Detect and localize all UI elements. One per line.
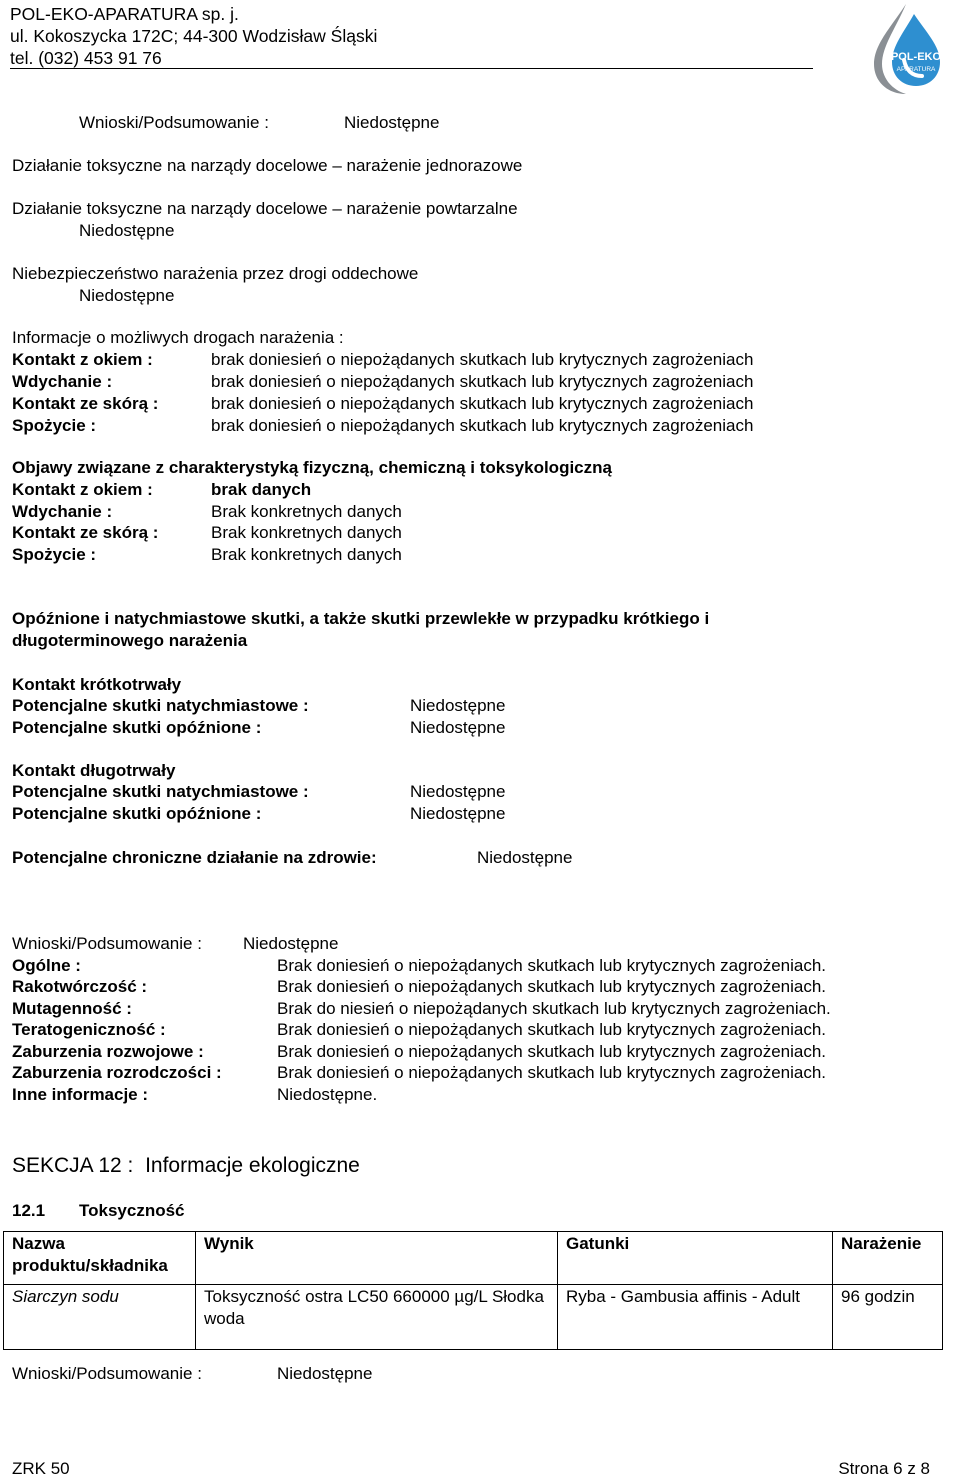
toxicity-table xyxy=(3,1231,943,1350)
svg-text:POL-EKO: POL-EKO xyxy=(890,51,942,63)
summary-value-developmental: Brak doniesień o niepożądanych skutkach lub krytycznych zagrożeniach. xyxy=(277,1042,827,1061)
company-name: POL-EKO-APARATURA sp. j. xyxy=(10,4,239,24)
summary-label-general: Ogólne : xyxy=(12,956,81,975)
stot-repeated-value: Niedostępne xyxy=(79,221,175,240)
symptoms-label-inhalation: Wdychanie : xyxy=(12,502,113,521)
long-term-title: Kontakt długotrwały xyxy=(12,761,176,780)
chronic-label: Potencjalne chroniczne działanie na zdrowie: xyxy=(12,848,377,867)
summary-label: Wnioski/Podsumowanie : xyxy=(12,934,202,953)
symptoms-label-ingestion: Spożycie : xyxy=(12,545,97,564)
summary-value-fertility: Brak doniesień o niepożądanych skutkach lub krytycznych zagrożeniach. xyxy=(277,1063,827,1082)
table-cell-species: Ryba - Gambusia affinis - Adult xyxy=(558,1285,833,1350)
footer-doc-code: ZRK 50 xyxy=(12,1459,70,1478)
routes-label-inhalation: Wdychanie : xyxy=(12,372,113,391)
svg-text:APARATURA: APARATURA xyxy=(896,66,936,73)
summary-label-fertility: Zaburzenia rozrodczości : xyxy=(12,1063,222,1082)
table-cell-exposure: 96 godzin xyxy=(833,1285,943,1350)
symptoms-value-skin: Brak konkretnych danych xyxy=(211,523,402,542)
symptoms-value-inhalation: Brak konkretnych danych xyxy=(211,502,402,521)
table-header-row xyxy=(4,1232,943,1285)
section-12-conclusion-value: Niedostępne xyxy=(277,1364,373,1383)
header-divider xyxy=(10,68,813,69)
symptoms-value-ingestion: Brak konkretnych danych xyxy=(211,545,402,564)
table-header-species: Gatunki xyxy=(558,1232,833,1285)
aspiration-value: Niedostępne xyxy=(79,286,175,305)
company-phone: tel. (032) 453 91 76 xyxy=(10,48,162,68)
stot-repeated-title: Działanie toksyczne na narządy docelowe – narażenie powtarzalne xyxy=(12,199,518,218)
chronic-value: Niedostępne xyxy=(477,848,573,867)
routes-label-skin: Kontakt ze skórą : xyxy=(12,394,159,413)
summary-value-carcinogenicity: Brak doniesień o niepożądanych skutkach lub krytycznych zagrożeniach. xyxy=(277,977,827,996)
summary-label-developmental: Zaburzenia rozwojowe : xyxy=(12,1042,204,1061)
routes-value-skin: brak doniesień o niepożądanych skutkach lub krytycznych zagrożeniach xyxy=(211,394,754,413)
summary-label-carcinogenicity: Rakotwórczość : xyxy=(12,977,148,996)
summary-label-mutagenicity: Mutagenność : xyxy=(12,999,132,1018)
short-term-title: Kontakt krótkotrwały xyxy=(12,675,182,694)
section-12-title: SEKCJA 12 : Informacje ekologiczne xyxy=(12,1154,360,1177)
long-term-immediate-value: Niedostępne xyxy=(410,782,506,801)
company-address: ul. Kokoszycka 172C; 44-300 Wodzisław Śląski xyxy=(10,26,378,46)
water-drop-logo-icon xyxy=(862,0,958,98)
table-row xyxy=(4,1285,943,1350)
summary-value: Niedostępne xyxy=(243,934,339,953)
symptoms-label-eye: Kontakt z okiem : xyxy=(12,480,153,499)
table-header-exposure: Narażenie xyxy=(833,1232,943,1285)
short-term-immediate-value: Niedostępne xyxy=(410,696,506,715)
summary-label-teratogenicity: Teratogeniczność : xyxy=(12,1020,166,1039)
conclusion-label: Wnioski/Podsumowanie : xyxy=(79,113,269,132)
long-term-delayed-label: Potencjalne skutki opóźnione : xyxy=(12,804,262,823)
table-cell-name: Siarczyn sodu xyxy=(4,1285,196,1350)
aspiration-title: Niebezpieczeństwo narażenia przez drogi oddechowe xyxy=(12,264,419,283)
symptoms-value-eye: brak danych xyxy=(211,480,312,499)
routes-value-inhalation: brak doniesień o niepożądanych skutkach lub krytycznych zagrożeniach xyxy=(211,372,754,391)
symptoms-title: Objawy związane z charakterystyką fizyczną, chemiczną i toksykologiczną xyxy=(12,458,612,477)
summary-value-general: Brak doniesień o niepożądanych skutkach lub krytycznych zagrożeniach. xyxy=(277,956,827,975)
effects-title-line2: długoterminowego narażenia xyxy=(12,631,248,650)
table-cell-result: Toksyczność ostra LC50 660000 µg/L Słodka woda xyxy=(196,1285,558,1350)
summary-label-other: Inne informacje : xyxy=(12,1085,149,1104)
routes-value-eye: brak doniesień o niepożądanych skutkach lub krytycznych zagrożeniach xyxy=(211,350,754,369)
routes-title: Informacje o możliwych drogach narażenia : xyxy=(12,328,344,347)
subsection-number: 12.1 xyxy=(12,1201,46,1220)
long-term-immediate-label: Potencjalne skutki natychmiastowe : xyxy=(12,782,309,801)
section-12-conclusion-label: Wnioski/Podsumowanie : xyxy=(12,1364,202,1383)
footer-page-number: Strona 6 z 8 xyxy=(838,1459,930,1478)
table-header-name: Nazwa produktu/składnika xyxy=(4,1232,196,1285)
symptoms-label-skin: Kontakt ze skórą : xyxy=(12,523,159,542)
routes-label-eye: Kontakt z okiem : xyxy=(12,350,153,369)
subsection-title: Toksyczność xyxy=(79,1201,185,1220)
table-header-result: Wynik xyxy=(196,1232,558,1285)
stot-single-title: Działanie toksyczne na narządy docelowe – narażenie jednorazowe xyxy=(12,156,523,175)
long-term-delayed-value: Niedostępne xyxy=(410,804,506,823)
effects-title-line1: Opóźnione i natychmiastowe skutki, a także skutki przewlekłe w przypadku krótkiego i xyxy=(12,609,710,628)
summary-value-other: Niedostępne. xyxy=(277,1085,378,1104)
conclusion-value: Niedostępne xyxy=(344,113,440,132)
summary-value-teratogenicity: Brak doniesień o niepożądanych skutkach lub krytycznych zagrożeniach. xyxy=(277,1020,827,1039)
summary-value-mutagenicity: Brak do niesień o niepożądanych skutkach lub krytycznych zagrożeniach. xyxy=(277,999,831,1018)
short-term-delayed-value: Niedostępne xyxy=(410,718,506,737)
company-logo xyxy=(862,0,958,98)
short-term-immediate-label: Potencjalne skutki natychmiastowe : xyxy=(12,696,309,715)
short-term-delayed-label: Potencjalne skutki opóźnione : xyxy=(12,718,262,737)
routes-label-ingestion: Spożycie : xyxy=(12,416,97,435)
routes-value-ingestion: brak doniesień o niepożądanych skutkach lub krytycznych zagrożeniach xyxy=(211,416,754,435)
